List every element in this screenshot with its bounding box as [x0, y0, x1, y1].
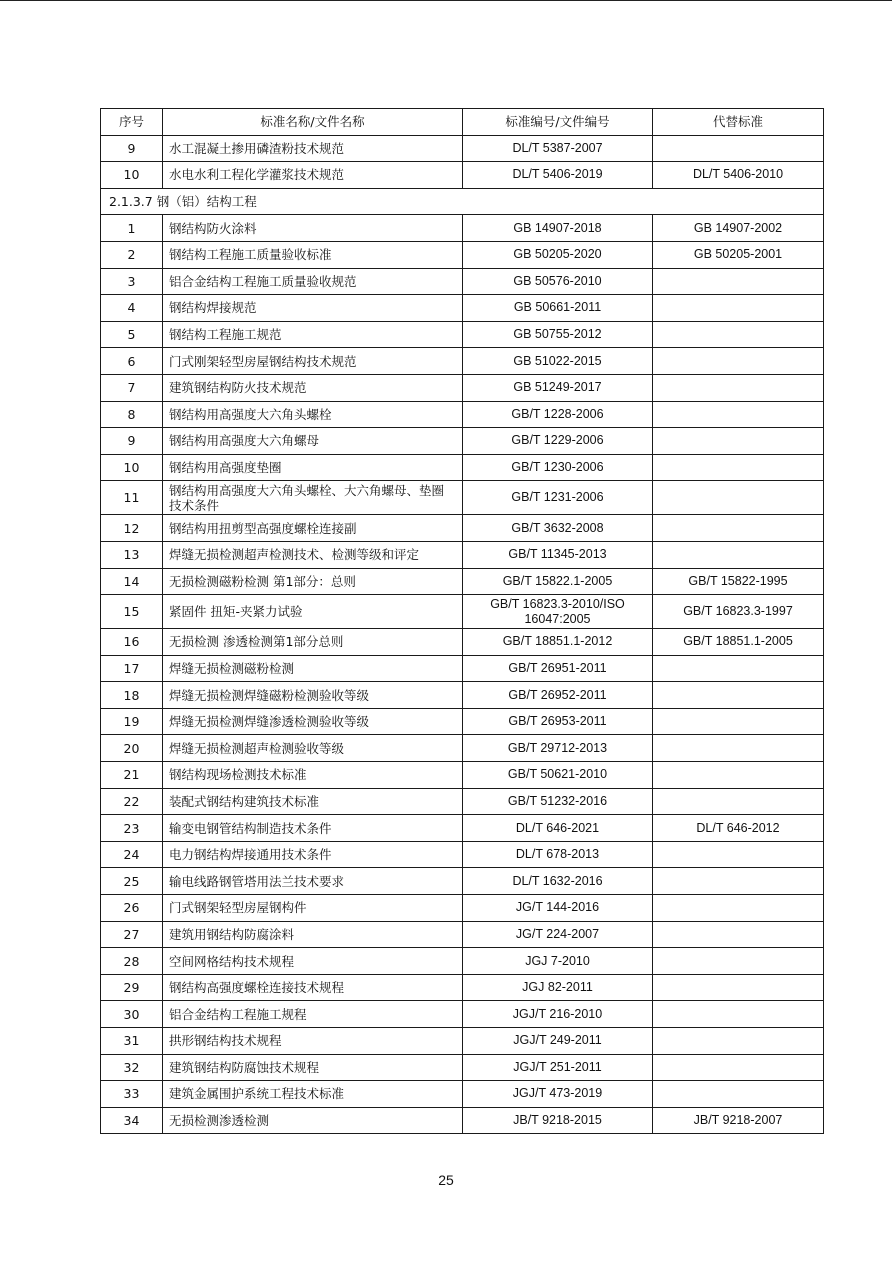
row-code: GB/T 1230-2006 — [463, 454, 653, 481]
row-replaced — [653, 348, 824, 375]
row-name: 焊缝无损检测超声检测技术、检测等级和评定 — [163, 541, 463, 568]
row-replaced — [653, 735, 824, 762]
row-name: 钢结构用高强度大六角头螺栓、大六角螺母、垫圈技术条件 — [163, 481, 463, 515]
table-row — [101, 921, 824, 948]
row-no: 34 — [101, 1107, 163, 1134]
row-name: 铝合金结构工程施工质量验收规范 — [163, 268, 463, 295]
row-name: 装配式钢结构建筑技术标准 — [163, 788, 463, 815]
row-code: GB/T 15822.1-2005 — [463, 568, 653, 595]
row-code: DL/T 5406-2019 — [463, 162, 653, 189]
table-row — [101, 1081, 824, 1108]
row-code: DL/T 5387-2007 — [463, 135, 653, 162]
row-no: 8 — [101, 401, 163, 428]
table-row — [101, 868, 824, 895]
row-name: 输电线路钢管塔用法兰技术要求 — [163, 868, 463, 895]
table-row — [101, 374, 824, 401]
table-row — [101, 735, 824, 762]
row-no: 10 — [101, 162, 163, 189]
row-code: DL/T 1632-2016 — [463, 868, 653, 895]
row-name: 无损检测磁粉检测 第1部分：总则 — [163, 568, 463, 595]
row-replaced — [653, 655, 824, 682]
table-row — [101, 708, 824, 735]
row-name: 水电水利工程化学灌浆技术规范 — [163, 162, 463, 189]
row-code: GB/T 51232-2016 — [463, 788, 653, 815]
top-border-line — [0, 0, 892, 1]
row-replaced: GB 50205-2001 — [653, 241, 824, 268]
table-row — [101, 655, 824, 682]
row-no: 17 — [101, 655, 163, 682]
row-name: 钢结构工程施工质量验收标准 — [163, 241, 463, 268]
table-row — [101, 815, 824, 842]
row-name: 钢结构焊接规范 — [163, 295, 463, 322]
row-name: 钢结构现场检测技术标准 — [163, 762, 463, 789]
row-replaced — [653, 1001, 824, 1028]
row-name: 焊缝无损检测超声检测验收等级 — [163, 735, 463, 762]
row-no: 2 — [101, 241, 163, 268]
table-row — [101, 1054, 824, 1081]
row-code: GB/T 50621-2010 — [463, 762, 653, 789]
row-no: 15 — [101, 595, 163, 629]
row-no: 24 — [101, 841, 163, 868]
row-code: JGJ/T 249-2011 — [463, 1028, 653, 1055]
table-row — [101, 1001, 824, 1028]
row-name: 钢结构用高强度大六角头螺栓 — [163, 401, 463, 428]
row-name: 钢结构用高强度大六角螺母 — [163, 428, 463, 455]
row-replaced — [653, 481, 824, 515]
header-name: 标准名称/文件名称 — [163, 109, 463, 136]
row-code: GB/T 26952-2011 — [463, 682, 653, 709]
row-no: 9 — [101, 135, 163, 162]
table-row — [101, 788, 824, 815]
row-name: 输变电钢管结构制造技术条件 — [163, 815, 463, 842]
row-code: GB/T 26953-2011 — [463, 708, 653, 735]
row-code: GB/T 1231-2006 — [463, 481, 653, 515]
row-replaced — [653, 541, 824, 568]
row-code: DL/T 678-2013 — [463, 841, 653, 868]
row-name: 建筑用钢结构防腐涂料 — [163, 921, 463, 948]
row-replaced — [653, 682, 824, 709]
table-row — [101, 215, 824, 242]
row-no: 9 — [101, 428, 163, 455]
row-name: 钢结构高强度螺栓连接技术规程 — [163, 974, 463, 1001]
row-code: DL/T 646-2021 — [463, 815, 653, 842]
row-replaced — [653, 708, 824, 735]
row-replaced: GB/T 16823.3-1997 — [653, 595, 824, 629]
row-name: 焊缝无损检测焊缝磁粉检测验收等级 — [163, 682, 463, 709]
row-code: JB/T 9218-2015 — [463, 1107, 653, 1134]
table-row — [101, 1107, 824, 1134]
row-no: 33 — [101, 1081, 163, 1108]
row-replaced — [653, 921, 824, 948]
row-no: 13 — [101, 541, 163, 568]
row-code: GB/T 29712-2013 — [463, 735, 653, 762]
table-row — [101, 481, 824, 515]
table-row — [101, 629, 824, 656]
row-no: 26 — [101, 895, 163, 922]
table-row — [101, 295, 824, 322]
row-replaced: DL/T 5406-2010 — [653, 162, 824, 189]
row-replaced: GB/T 18851.1-2005 — [653, 629, 824, 656]
row-no: 29 — [101, 974, 163, 1001]
row-no: 7 — [101, 374, 163, 401]
row-no: 3 — [101, 268, 163, 295]
row-no: 23 — [101, 815, 163, 842]
row-code: GB/T 3632-2008 — [463, 515, 653, 542]
row-no: 10 — [101, 454, 163, 481]
table-row — [101, 241, 824, 268]
table-header-row — [101, 109, 824, 136]
row-no: 6 — [101, 348, 163, 375]
table-row — [101, 541, 824, 568]
row-code: GB 50576-2010 — [463, 268, 653, 295]
row-code: JG/T 144-2016 — [463, 895, 653, 922]
row-replaced — [653, 895, 824, 922]
row-no: 12 — [101, 515, 163, 542]
row-name: 空间网格结构技术规程 — [163, 948, 463, 975]
row-replaced — [653, 1081, 824, 1108]
row-code: GB 51022-2015 — [463, 348, 653, 375]
row-replaced — [653, 401, 824, 428]
row-replaced — [653, 841, 824, 868]
row-replaced — [653, 788, 824, 815]
row-code: JGJ/T 251-2011 — [463, 1054, 653, 1081]
row-no: 32 — [101, 1054, 163, 1081]
row-replaced — [653, 515, 824, 542]
row-replaced: JB/T 9218-2007 — [653, 1107, 824, 1134]
table-row — [101, 348, 824, 375]
row-name: 门式钢架轻型房屋钢构件 — [163, 895, 463, 922]
row-code: GB 50755-2012 — [463, 321, 653, 348]
row-name: 门式刚架轻型房屋钢结构技术规范 — [163, 348, 463, 375]
row-name: 钢结构防火涂料 — [163, 215, 463, 242]
row-name: 建筑钢结构防火技术规范 — [163, 374, 463, 401]
row-name: 建筑钢结构防腐蚀技术规程 — [163, 1054, 463, 1081]
table-row — [101, 1028, 824, 1055]
row-code: GB/T 1228-2006 — [463, 401, 653, 428]
row-replaced — [653, 974, 824, 1001]
row-replaced — [653, 321, 824, 348]
table-row — [101, 568, 824, 595]
row-code: JGJ 82-2011 — [463, 974, 653, 1001]
table-row — [101, 321, 824, 348]
table-row — [101, 135, 824, 162]
row-replaced — [653, 1028, 824, 1055]
row-code: JGJ 7-2010 — [463, 948, 653, 975]
row-no: 18 — [101, 682, 163, 709]
table-row — [101, 974, 824, 1001]
table-row — [101, 162, 824, 189]
row-no: 30 — [101, 1001, 163, 1028]
row-replaced: GB 14907-2002 — [653, 215, 824, 242]
table-row — [101, 841, 824, 868]
row-code: GB/T 11345-2013 — [463, 541, 653, 568]
section-title: 2.1.3.7 钢（铝）结构工程 — [101, 188, 824, 215]
table-row — [101, 454, 824, 481]
section-row — [101, 188, 824, 215]
row-no: 4 — [101, 295, 163, 322]
row-code: GB/T 16823.3-2010/ISO 16047:2005 — [463, 595, 653, 629]
table-body — [101, 135, 824, 1134]
row-no: 28 — [101, 948, 163, 975]
row-replaced — [653, 135, 824, 162]
row-code: GB 14907-2018 — [463, 215, 653, 242]
row-code: GB 51249-2017 — [463, 374, 653, 401]
row-replaced — [653, 762, 824, 789]
row-no: 21 — [101, 762, 163, 789]
table-row — [101, 762, 824, 789]
row-no: 27 — [101, 921, 163, 948]
row-replaced — [653, 868, 824, 895]
row-no: 25 — [101, 868, 163, 895]
row-name: 电力钢结构焊接通用技术条件 — [163, 841, 463, 868]
row-name: 无损检测 渗透检测第1部分总则 — [163, 629, 463, 656]
row-name: 钢结构用高强度垫圈 — [163, 454, 463, 481]
row-name: 铝合金结构工程施工规程 — [163, 1001, 463, 1028]
row-replaced: DL/T 646-2012 — [653, 815, 824, 842]
row-replaced — [653, 374, 824, 401]
header-code: 标准编号/文件编号 — [463, 109, 653, 136]
row-replaced — [653, 948, 824, 975]
row-code: JGJ/T 473-2019 — [463, 1081, 653, 1108]
table-row — [101, 401, 824, 428]
row-name: 紧固件 扭矩-夹紧力试验 — [163, 595, 463, 629]
table-row — [101, 895, 824, 922]
row-name: 拱形钢结构技术规程 — [163, 1028, 463, 1055]
row-no: 16 — [101, 629, 163, 656]
row-name: 焊缝无损检测焊缝渗透检测验收等级 — [163, 708, 463, 735]
row-no: 19 — [101, 708, 163, 735]
row-no: 31 — [101, 1028, 163, 1055]
row-no: 22 — [101, 788, 163, 815]
header-replaced: 代替标准 — [653, 109, 824, 136]
table-row — [101, 948, 824, 975]
table-row — [101, 268, 824, 295]
row-code: GB/T 26951-2011 — [463, 655, 653, 682]
row-name: 钢结构工程施工规范 — [163, 321, 463, 348]
row-code: GB/T 1229-2006 — [463, 428, 653, 455]
header-no: 序号 — [101, 109, 163, 136]
row-no: 20 — [101, 735, 163, 762]
table-row — [101, 428, 824, 455]
table-row — [101, 515, 824, 542]
row-name: 水工混凝土掺用磷渣粉技术规范 — [163, 135, 463, 162]
row-name: 建筑金属围护系统工程技术标准 — [163, 1081, 463, 1108]
table-row — [101, 595, 824, 629]
table-row — [101, 682, 824, 709]
row-replaced — [653, 268, 824, 295]
row-code: JGJ/T 216-2010 — [463, 1001, 653, 1028]
row-no: 5 — [101, 321, 163, 348]
row-code: GB/T 18851.1-2012 — [463, 629, 653, 656]
row-replaced — [653, 454, 824, 481]
row-name: 焊缝无损检测磁粉检测 — [163, 655, 463, 682]
row-replaced — [653, 295, 824, 322]
row-name: 无损检测渗透检测 — [163, 1107, 463, 1134]
row-no: 1 — [101, 215, 163, 242]
row-code: GB 50205-2020 — [463, 241, 653, 268]
row-replaced: GB/T 15822-1995 — [653, 568, 824, 595]
row-no: 14 — [101, 568, 163, 595]
standards-table — [100, 108, 824, 1134]
row-replaced — [653, 428, 824, 455]
row-replaced — [653, 1054, 824, 1081]
page-number: 25 — [438, 1172, 454, 1188]
row-code: GB 50661-2011 — [463, 295, 653, 322]
row-no: 11 — [101, 481, 163, 515]
row-code: JG/T 224-2007 — [463, 921, 653, 948]
row-name: 钢结构用扭剪型高强度螺栓连接副 — [163, 515, 463, 542]
